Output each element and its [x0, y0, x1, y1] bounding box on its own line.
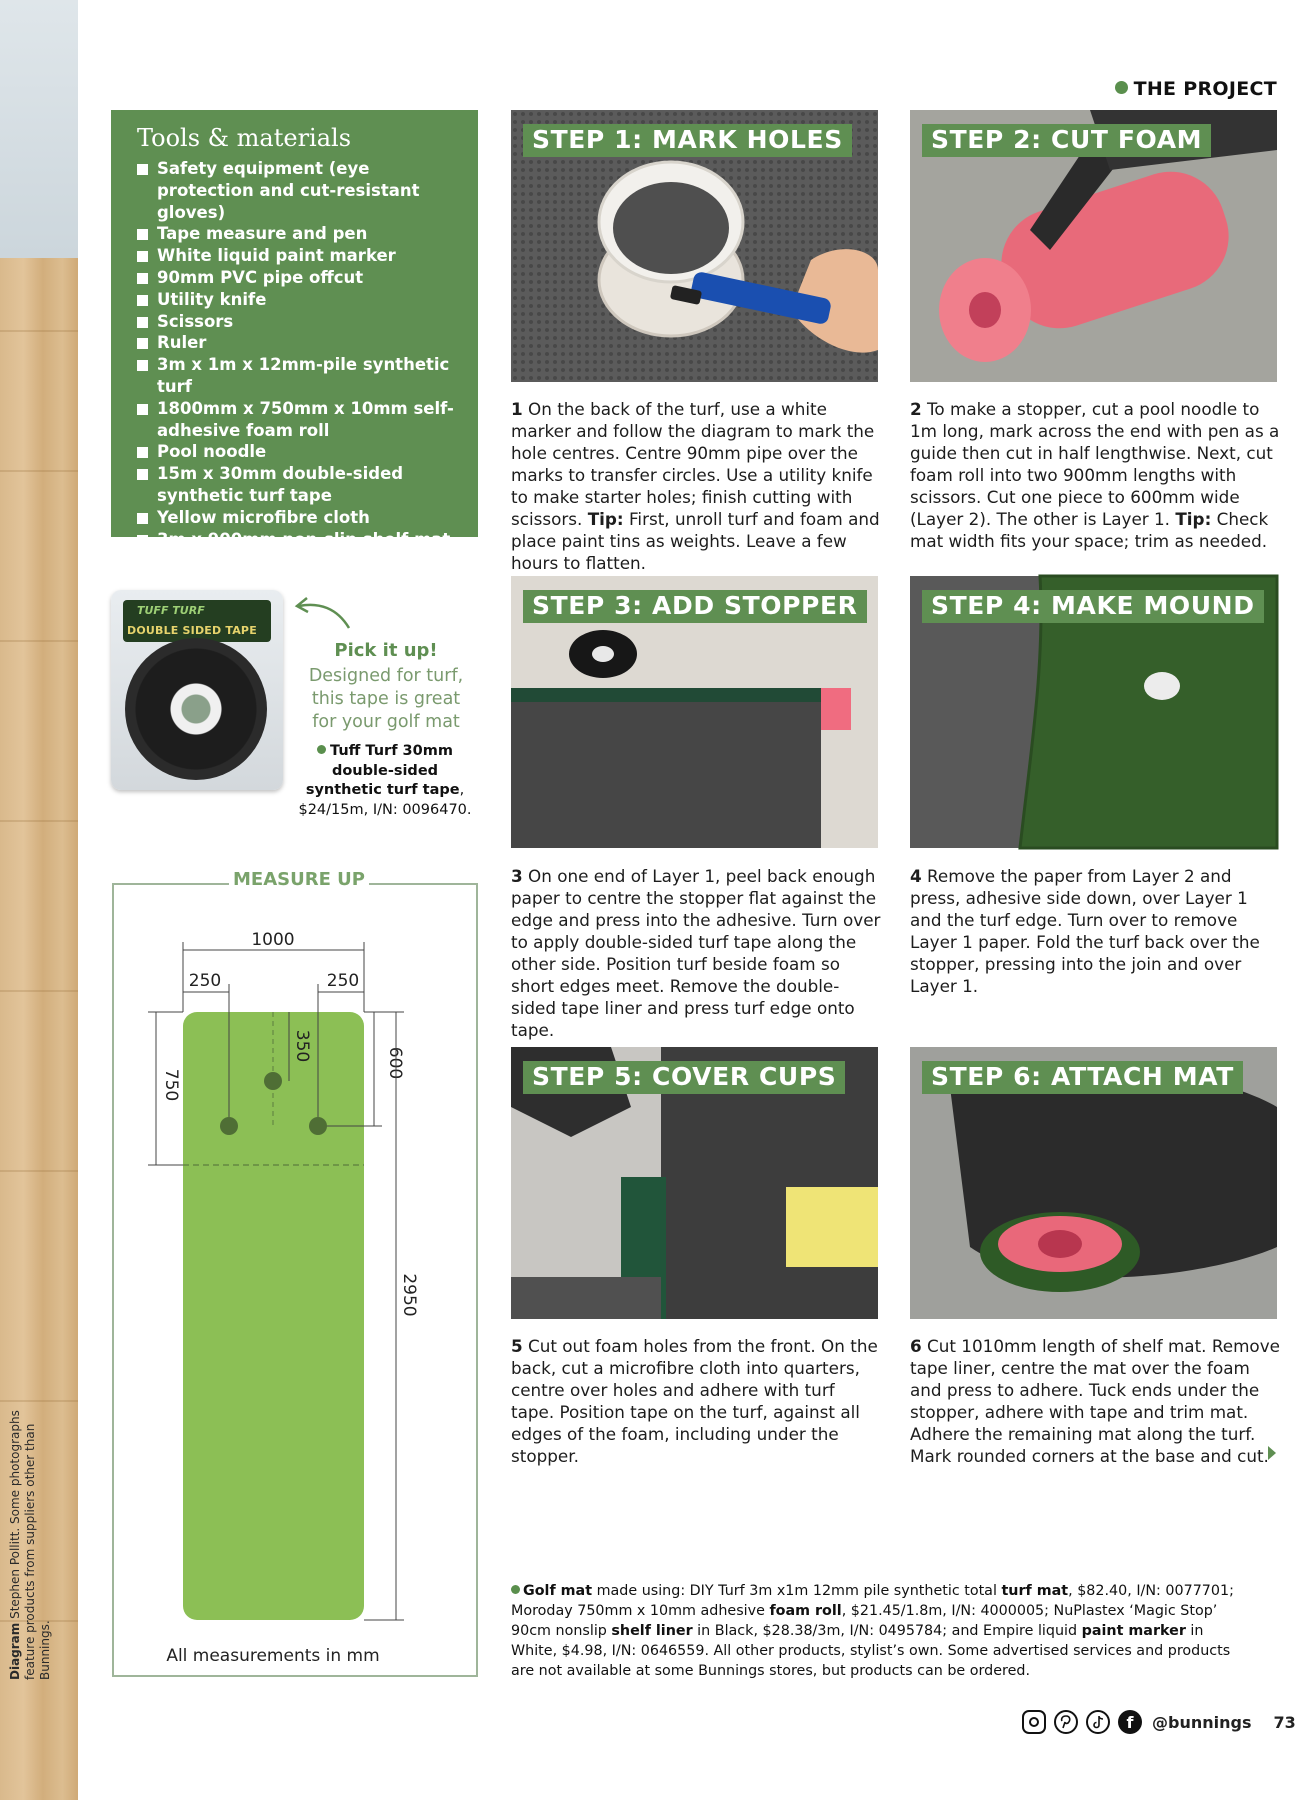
step-4-photo — [910, 576, 1277, 848]
list-item: Safety equipment (eye protection and cut-resistant gloves) — [137, 158, 462, 223]
curved-arrow-icon — [293, 594, 353, 634]
step-6-photo — [910, 1047, 1277, 1319]
list-item: White liquid paint marker — [137, 245, 462, 267]
tiktok-icon[interactable] — [1086, 1710, 1110, 1734]
step-6-text: 6 Cut 1010mm length of shelf mat. Remove tape liner, centre the mat over the foam and press to adhere. Tuck ends under the stopper, adhere with tape and trim mat. Adhere the remaining mat along the turf. Mark rounded corners at the base and cut. — [910, 1336, 1280, 1466]
list-item: 15m x 30mm double-sided synthetic turf tape — [137, 463, 462, 507]
bullet-dot-icon — [511, 1585, 520, 1594]
dim-top-hole: 350 — [292, 1029, 312, 1063]
list-item: Pool noodle — [137, 441, 462, 463]
tape-package-text: DOUBLE SIDED TAPE — [127, 624, 257, 637]
list-item: 3m x 900mm non-slip shelf mat — [137, 529, 462, 551]
dim-zone: 750 — [161, 1068, 181, 1102]
measure-note: All measurements in mm — [166, 1646, 380, 1666]
social-handle[interactable]: @bunnings — [1152, 1712, 1252, 1732]
step-5-label: STEP 5: COVER CUPS — [523, 1061, 845, 1094]
list-item: Tape measure and pen — [137, 223, 462, 245]
pinterest-icon[interactable] — [1054, 1710, 1078, 1734]
step-5-text: 5 Cut out foam holes from the front. On the back, cut a microfibre cloth into quarters, centre over holes and adhere with turf tape. Position tape on the turf, against all edges of the foam, including under the stopper. — [511, 1336, 878, 1466]
wall-background — [0, 0, 78, 258]
step-2-photo — [910, 110, 1277, 382]
step-2-text: 2 To make a stopper, cut a pool noodle to 1m long, mark across the end with pen as a guide then cut in half lengthwise. Next, cut foam roll into two 900mm lengths with scissors. Cut one piece to 600mm wide (Layer 2). The other is Layer 1. Tip: Check mat width fits your space; trim as needed. — [910, 399, 1280, 551]
hole-right — [309, 1117, 327, 1135]
dim-right: 250 — [326, 971, 360, 991]
step-6-label: STEP 6: ATTACH MAT — [922, 1061, 1243, 1094]
step-3-label: STEP 3: ADD STOPPER — [523, 590, 867, 623]
continue-arrow-icon — [1268, 1446, 1276, 1460]
step-1-label: STEP 1: MARK HOLES — [523, 124, 852, 157]
tape-product-caption: Tuff Turf 30mm double-sided synthetic turf tape, $24/15m, I/N: 0096470. — [298, 743, 472, 818]
hole-left — [220, 1117, 238, 1135]
step-4-label: STEP 4: MAKE MOUND — [922, 590, 1264, 623]
step-1-photo — [511, 110, 878, 382]
list-item: 3m x 1m x 12mm-pile synthetic turf — [137, 354, 462, 398]
list-item: 1800mm x 750mm x 10mm self-adhesive foam roll — [137, 398, 462, 442]
bullet-dot-icon — [317, 745, 326, 754]
facebook-icon[interactable]: f — [1118, 1710, 1142, 1734]
step-2-label: STEP 2: CUT FOAM — [922, 124, 1211, 157]
step-4-text: 4 Remove the paper from Layer 2 and press, adhesive side down, over Layer 1 and the turf edge. Turn over to remove Layer 1 paper. Fold the turf back over the stopper, pressing into the join and over Layer 1. — [910, 866, 1260, 996]
list-item: Scissors — [137, 311, 462, 333]
tape-product-image — [111, 590, 283, 790]
pick-heading: Pick it up! — [334, 640, 438, 661]
photo-credit: Diagram Stephen Pollitt. Some photographs feature products from suppliers other than Bunnings. — [8, 1410, 52, 1680]
measure-diagram — [112, 883, 478, 1677]
list-item: Utility knife — [137, 289, 462, 311]
bullet-dot-icon — [1115, 81, 1128, 94]
product-footnote: Golf mat made using: DIY Turf 3m x1m 12mm pile synthetic total turf mat, $82.40, I/N: 0077701; Moroday 750mm x 10mm adhesive foam roll, $21.45/1.8m, I/N: 4000005; NuPlastex ‘Magic Stop’ 90cm nonslip shelf liner in Black, $28.38/3m, I/N: 0495784; and Empire liquid paint marker in White, $4.98, I/N: 0646559. All other products, stylist’s own. Some advertised services and products are not available at some Bunnings stores, but products can be ordered. — [511, 1583, 1234, 1679]
dim-length: 2950 — [399, 1273, 419, 1317]
measure-title: MEASURE UP — [229, 869, 369, 890]
step-5-photo — [511, 1047, 878, 1319]
tools-title: Tools & materials — [137, 124, 352, 152]
measure-diagram-svg — [114, 885, 480, 1679]
section-tag: THE PROJECT — [1115, 78, 1277, 100]
step-1-text: 1 On the back of the turf, use a white marker and follow the diagram to mark the hole centres. Centre 90mm pipe over the marks to transfer circles. Use a utility knife to make starter holes; finish cutting with scissors. Tip: First, unroll turf and foam and place paint tins as weights. Leave a few hours to flatten. — [511, 399, 880, 573]
step-3-photo — [511, 576, 878, 848]
tape-brand: TUFF TURF — [137, 604, 205, 617]
list-item: Yellow microfibre cloth — [137, 507, 462, 529]
hole-top — [264, 1072, 282, 1090]
pick-it-up-callout — [300, 640, 472, 734]
tape-roll — [125, 638, 267, 780]
page-number: 73 — [1273, 1712, 1296, 1732]
tools-list — [137, 158, 462, 550]
instagram-icon[interactable] — [1022, 1710, 1046, 1734]
tools-materials-box — [111, 110, 478, 549]
list-item: Ruler — [137, 332, 462, 354]
dim-side-holes: 600 — [385, 1046, 405, 1080]
social-footer — [1022, 1707, 1296, 1737]
list-item: 90mm PVC pipe offcut — [137, 267, 462, 289]
pick-text: Designed for turf, this tape is great for your golf mat — [308, 666, 464, 732]
step-3-text: 3 On one end of Layer 1, peel back enough paper to centre the stopper flat against the edge and press into the adhesive. Turn over to apply double-sided turf tape along the other side. Position turf beside foam so short edges meet. Remove the double-sided tape liner and press turf edge onto tape. — [511, 866, 881, 1040]
dim-left: 250 — [188, 971, 222, 991]
dim-width: 1000 — [251, 930, 295, 950]
